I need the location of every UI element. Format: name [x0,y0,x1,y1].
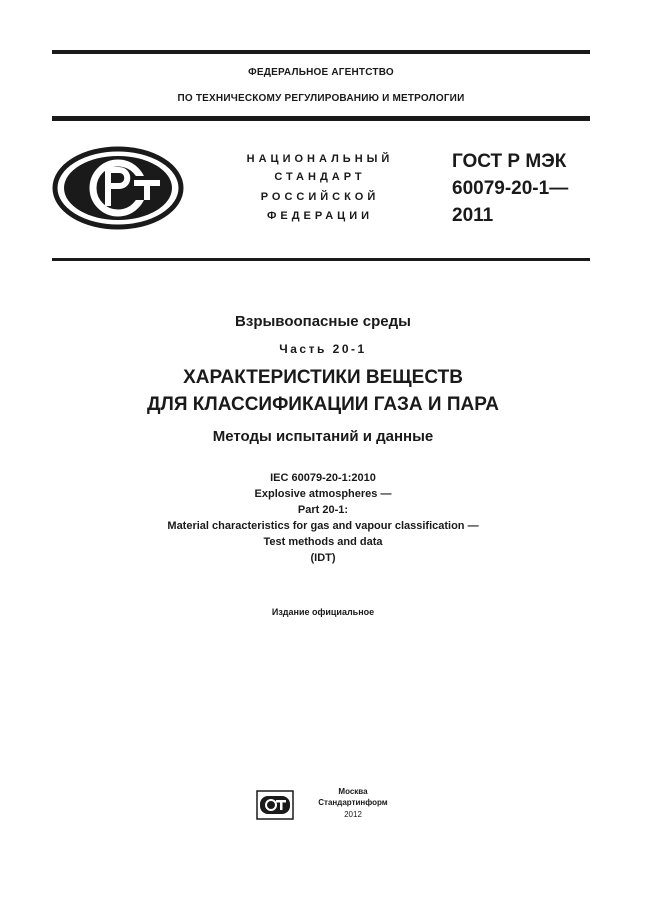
iec-reference-line: Material characteristics for gas and vapour classification — [167,520,479,532]
iec-reference-line: Part 20-1: [297,504,349,516]
publisher-name: Стандартинформ [318,798,388,807]
header-rule [52,116,590,121]
standard-type-line: ФЕДЕРАЦИИ [266,210,374,222]
designation-line: ГОСТ Р МЭК [452,151,567,172]
iec-reference-line: Explosive atmospheres — [254,488,392,500]
designation-line: 2011 [452,205,494,226]
document-part: Часть 20-1 [279,342,367,356]
section-rule [52,258,590,261]
iec-reference-line: Test methods and data [263,536,383,548]
document-title-line-1: ХАРАКТЕРИСТИКИ ВЕЩЕСТВ [183,367,463,388]
standard-type-line: РОССИЙСКОЙ [260,191,380,203]
publication-year: 2012 [344,810,362,819]
publisher-city: Москва [338,787,368,796]
standard-type-line: СТАНДАРТ [274,171,366,183]
document-title-line-2: ДЛЯ КЛАССИФИКАЦИИ ГАЗА И ПАРА [147,394,499,415]
iec-reference-line: (IDT) [310,552,336,564]
document-methods: Методы испытаний и данные [212,428,434,445]
top-rule [52,50,590,54]
standard-type-line: НАЦИОНАЛЬНЫЙ [246,153,394,165]
document-subtitle: Взрывоопасные среды [235,313,411,330]
agency-line-1: ФЕДЕРАЛЬНОЕ АГЕНТСТВО [248,67,394,78]
standartinform-logo-icon [256,790,294,820]
edition-label: Издание официальное [271,607,375,617]
agency-line-2: ПО ТЕХНИЧЕСКОМУ РЕГУЛИРОВАНИЮ И МЕТРОЛОГИИ [177,93,465,104]
iec-reference-line: IEC 60079-20-1:2010 [270,472,376,484]
rst-certification-mark-icon [52,146,184,230]
designation-line: 60079-20-1— [452,178,569,199]
